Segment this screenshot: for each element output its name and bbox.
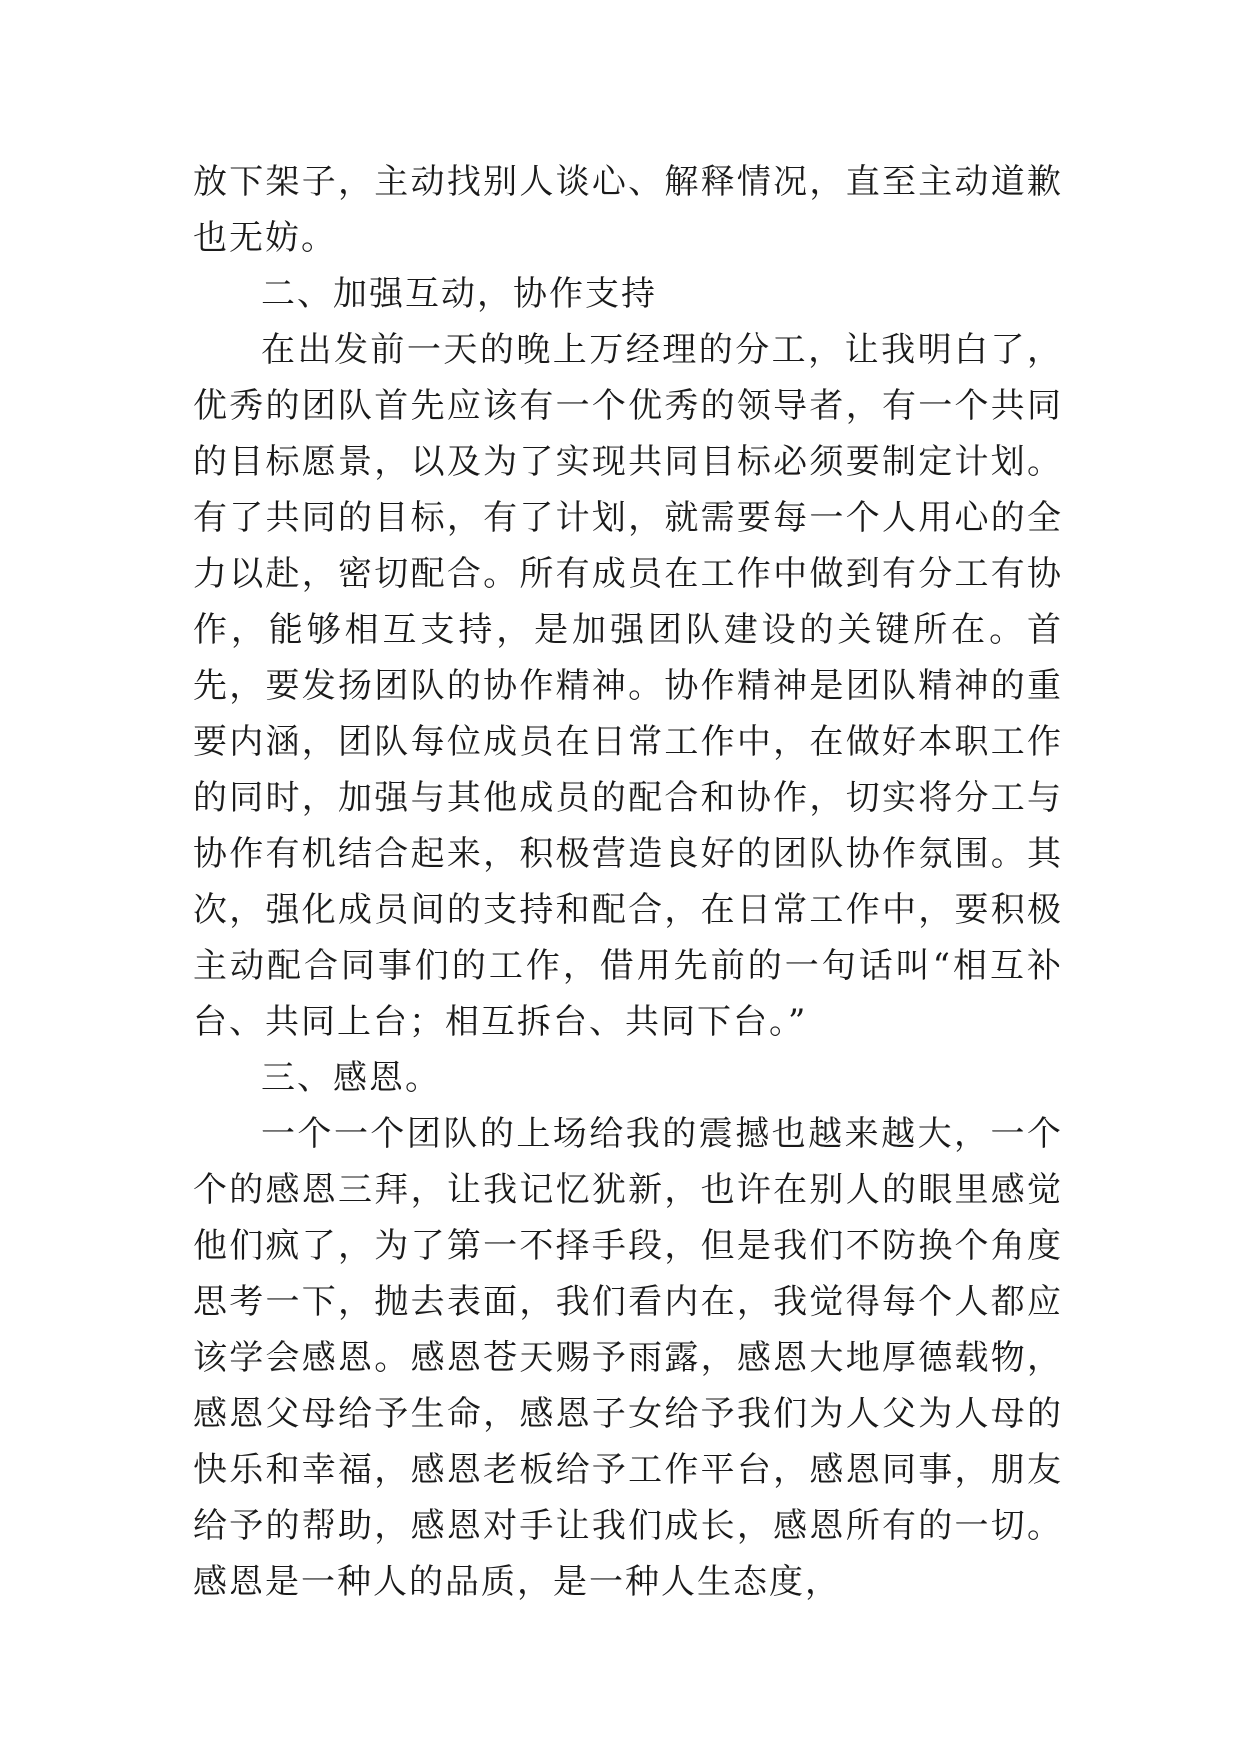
section-heading-2: 二、加强互动，协作支持	[261, 274, 657, 314]
paragraph-3: 在出发前一天的晚上万经理的分工，让我明白了，优秀的团队首先应该有一个优秀的领导者，有一个共同的目标愿景，以及为了实现共同目标必须要制定计划。有了共同的目标，有了计划，就需要每一个人用心的全力以赴，密切配合。所有成员在工作中做到有分工有协作，能够相互支持，是加强团队建设的关键所在。首先，要发扬团队的协作精神。协作精神是团队精神的重要内涵，团队每位成员在日常工作中，在做好本职工作的同时，加强与其他成员的配合和协作，切实将分工与协作有机结合起来，积极营造良好的团队协作氛围。其次，强化成员间的支持和配合，在日常工作中，要积极主动配合同事们的工作，借用先前的一句话叫“相互补台、共同上台；相互拆台、共同下台。”	[193, 330, 1063, 1042]
paragraph-5: 一个一个团队的上场给我的震撼也越来越大，一个个的感恩三拜，让我记忆犹新，也许在别人的眼里感觉他们疯了，为了第一不择手段，但是我们不防换个角度思考一下，抛去表面，我们看内在，我觉得每个人都应该学会感恩。感恩苍天赐予雨露，感恩大地厚德载物，感恩父母给予生命，感恩子女给予我们为人父为人母的快乐和幸福，感恩老板给予工作平台，感恩同事，朋友给予的帮助，感恩对手让我们成长，感恩所有的一切。感恩是一种人的品质，是一种人生态度，	[193, 1114, 1063, 1602]
section-heading-3: 三、感恩。	[261, 1058, 441, 1098]
document-body	[193, 154, 1063, 1610]
paragraph-1: 放下架子，主动找别人谈心、解释情况，直至主动道歉也无妨。	[193, 162, 1063, 258]
